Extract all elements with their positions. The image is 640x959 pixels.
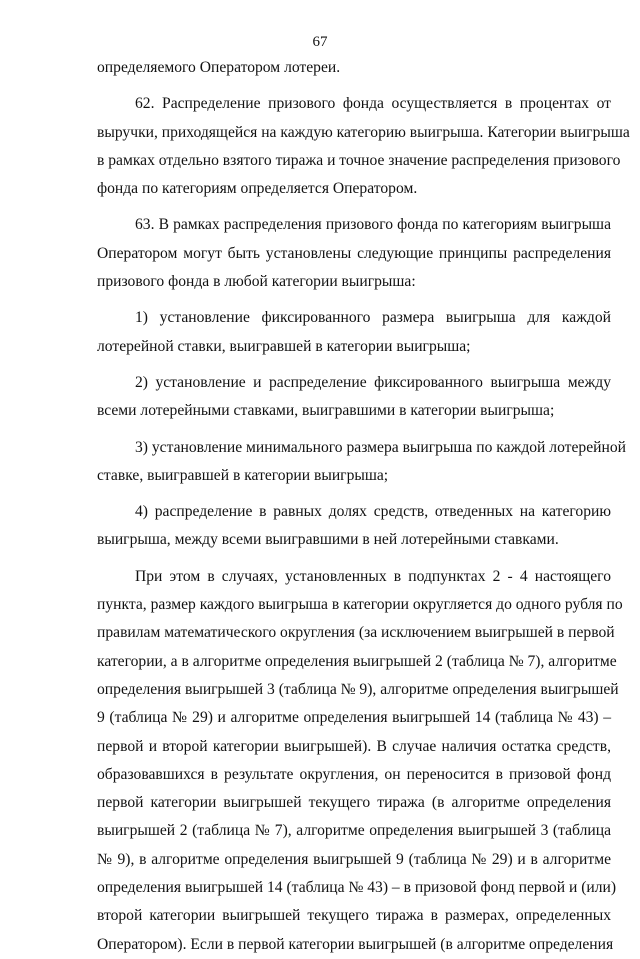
text-line: 1) установление фиксированного размера выигрыша для каждой [135,309,611,327]
paragraph-gap [97,426,611,434]
text-line: всеми лотерейными ставками, выигравшими в категории выигрыша; [97,402,555,420]
text-line: 63. В рамках распределения призового фонда по категориям выигрыша [135,216,611,234]
text-line: определяемого Оператором лотереи. [97,59,341,76]
text-line: 2) установление и распределение фиксированного выигрыша между [135,373,611,391]
text-line: лотерейной ставки, выигравшей в категории выигрыша; [97,337,471,355]
text-line: 9 (таблица № 29) и алгоритме определения выигрышей 14 (таблица № 43) – [97,709,611,727]
text-line: 62. Распределение призового фонда осуществляется в процентах от [135,95,611,113]
text-line: первой категории выигрышей текущего тиража (в алгоритме определения [97,794,611,812]
text-line: определения выигрышей 14 (таблица № 43) – в призовой фонд первой и (или) [97,879,617,897]
text-line: При этом в случаях, установленных в подпунктах 2 - 4 настоящего [135,567,611,585]
paragraph-gap [97,490,611,498]
text-line: Оператором). Если в первой категории выигрышей (в алгоритме определения [97,935,614,953]
text-line: в рамках отдельно взятого тиража и точное значение распределения призового [97,151,621,169]
text-line: Оператором могут быть установлены следующие принципы распределения [97,244,611,262]
text-line: первой и второй категории выигрышей). В случае наличия остатка средств, [97,737,611,755]
text-line: выигрышей 2 (таблица № 7), алгоритме определения выигрышей 3 (таблица [97,822,611,840]
text-line: 4) распределение в равных долях средств, отведенных на категорию [135,503,611,521]
text-line: призового фонда в любой категории выигрыша: [97,273,416,291]
paragraph-gap [97,203,611,211]
text-line: второй категории выигрышей текущего тиража в размерах, определенных [97,907,611,925]
text-line: № 9), в алгоритме определения выигрышей 9 (таблица № 29) и в алгоритме [97,850,611,868]
text-line: категории, а в алгоритме определения выигрышей 2 (таблица № 7), алгоритме [97,652,617,670]
paragraph-gap [97,555,611,563]
text-line: образовавшихся в результате округления, он переносится в призовой фонд [97,765,611,783]
paragraph-gap [97,296,611,304]
text-line: ставке, выигравшей в категории выигрыша; [97,466,389,484]
page-number: 67 [312,34,328,50]
text-line: определения выигрышей 3 (таблица № 9), алгоритме определения выигрышей [97,680,619,698]
text-line: 3) установление минимального размера выигрыша по каждой лотерейной [135,438,626,456]
document-body [97,54,630,959]
text-line: выигрыша, между всеми выигравшими в ней лотерейными ставками. [97,531,559,549]
text-line: правилам математического округления (за исключением выигрышей в первой [97,624,615,642]
text-line: фонда по категориям определяется Оператором. [97,180,418,198]
paragraph-gap [97,361,611,369]
paragraph-gap [97,82,611,90]
text-line: пункта, размер каждого выигрыша в категории округляется до одного рубля по [97,596,623,614]
text-line: выручки, приходящейся на каждую категорию выигрыша. Категории выигрыша [97,123,630,141]
